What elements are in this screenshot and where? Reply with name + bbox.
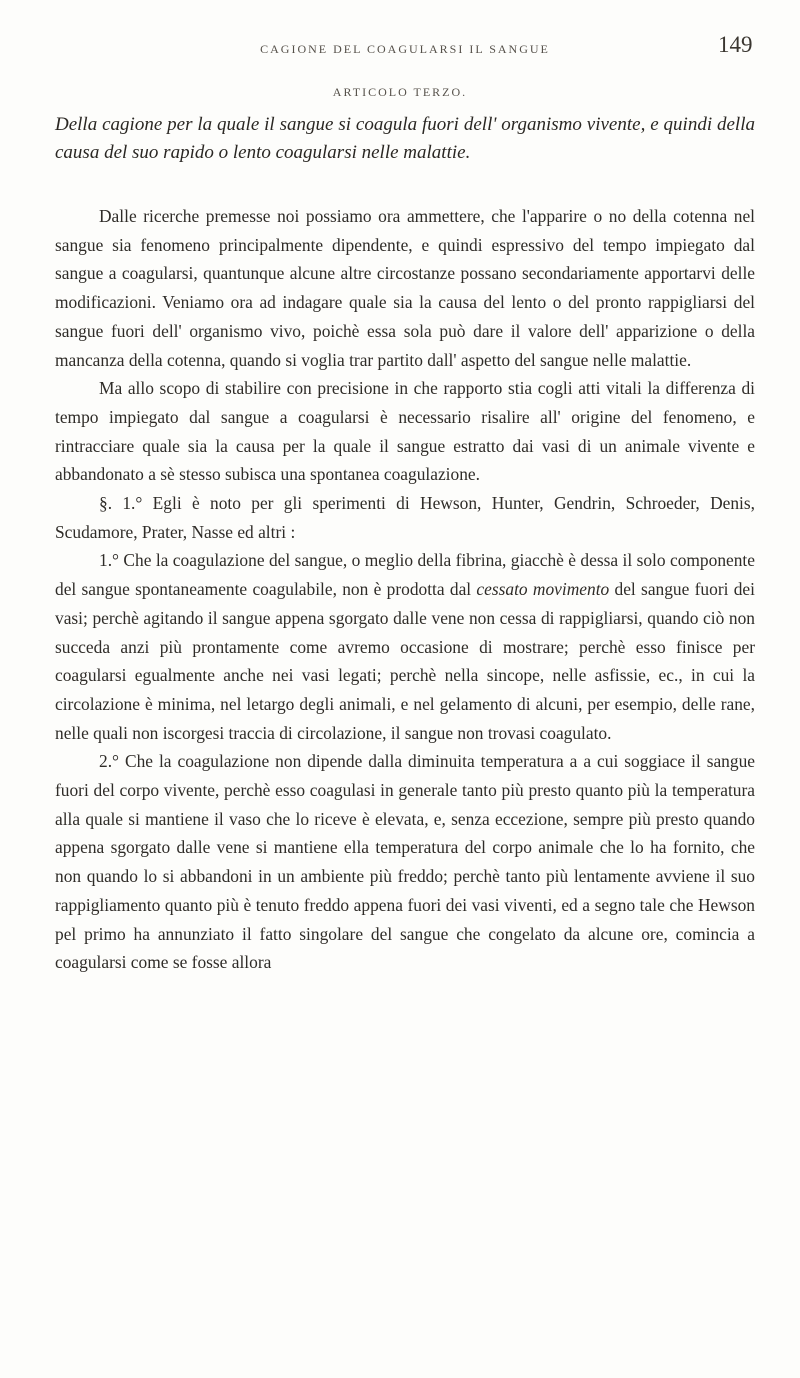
emphasis-text: cessato movimento — [476, 579, 610, 600]
page-number: 149 — [718, 32, 753, 57]
paragraph — [55, 546, 755, 747]
article-heading: ARTICOLO TERZO. — [332, 85, 468, 99]
paragraph: §. 1.° Egli è noto per gli sperimenti di Hewson, Hunter, Gendrin, Schroeder, Denis, Scudamore, Prater, Nasse ed altri : — [55, 493, 755, 542]
paragraph: Ma allo scopo di stabilire con precisione in che rapporto stia cogli atti vitali la differenza di tempo impiegato dal sangue a coagularsi è necessario risalire all' origine del fenomeno, e rintracciare quale sia la causa per la quale il sangue estratto dai vasi di un animale vivente e abbandonato a sè stesso subisca una spontanea coagulazione. — [55, 378, 755, 485]
paragraph-text: 1.° Che la coagulazione del sangue, o meglio della fibrina, giacchè è dessa il solo componente del sangue spontaneamente coagulabile, non è prodotta dal — [55, 550, 755, 600]
section-title: Della cagione per la quale il sangue si coagula fuori dell' organismo vivente, e quindi della causa del suo rapido o lento coagularsi nelle malattie. — [55, 114, 755, 163]
paragraph: 2.° Che la coagulazione non dipende dalla diminuita temperatura a a cui soggiace il sangue fuori del corpo vivente, perchè esso coagulasi in generale tanto più presto quanto più la temperatura alla quale si mantiene il vaso che lo riceve è elevata, e, senza eccezione, sempre più presto quando appena sgorgato dalle vene si mantiene ella temperatura del corpo animale che lo ha fornito, che non quando lo si abbandoni in un ambiente più freddo; perchè tanto più lentamente avviene il suo rappigliamento quanto più è tenuto freddo appena fuori dei vasi viventi, ed a segno tale che Hewson pel primo ha annunziato il fatto singolare del sangue che congelato da alcune ore, comincia a coagularsi come se fosse allora — [55, 751, 755, 973]
paragraph: Dalle ricerche premesse noi possiamo ora ammettere, che l'apparire o no della cotenna nel sangue sia fenomeno principalmente dipendente, e quindi espressivo del tempo impiegato dal sangue a coagularsi, quantunque alcune altre circostanze possano secondariamente apportarvi delle modificazioni. Veniamo ora ad indagare quale sia la causa del lento o del pronto rappigliarsi del sangue fuori dell' organismo vivo, poichè essa sola può dare il valore dell' apparizione o della mancanza della cotenna, quando si voglia trar partito dall' aspetto del sangue nelle malattie. — [55, 206, 755, 370]
body-text — [55, 202, 755, 977]
paragraph-text: del sangue fuori dei vasi; perchè agitando il sangue appena sgorgato dalle vene non cessa di rappigliarsi, quando ciò non succeda anzi più prontamente come avremo occasione di mostrare; perchè esso finisce per coagularsi egualmente anche nei vasi legati; perchè nella sincope, nelle asfissie, ec., in cui la circolazione è minima, nel letargo degli animali, e nel gelamento di alcuni, per esempio, delle rane, nelle quali non iscorgesi traccia di circolazione, il sangue non trovasi coagulato. — [55, 579, 755, 743]
running-head: CAGIONE DEL COAGULARSI IL SANGUE — [260, 42, 550, 56]
